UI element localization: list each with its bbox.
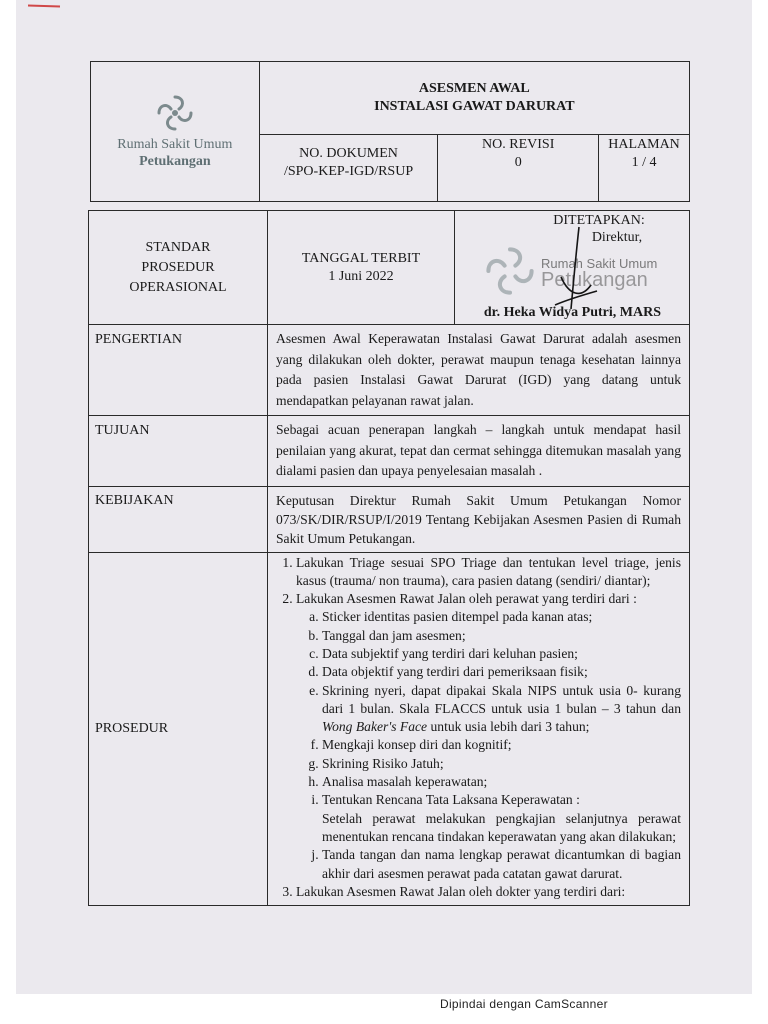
- substep-i-detail: Setelah perawat melakukan pengkajian selanjutnya perawat menentukan rencana tindakan keperawatan yang akan dilakukan;: [322, 810, 681, 844]
- prosedur-substeps-list: [296, 608, 681, 882]
- page-value: 1 / 4: [631, 155, 657, 170]
- hospital-name-line2: Petukangan: [139, 154, 211, 169]
- document-title-cell: [259, 62, 689, 135]
- issued-date-label: TANGGAL TERBIT: [301, 250, 421, 266]
- substep-c: c. Data subjektif yang terdiri dari keluhan pasien;: [322, 645, 681, 663]
- tujuan-text: Sebagai acuan penerapan langkah – langkah untuk mendapat hasil penilaian yang akurat, tepat dan cermat sehingga ditemukan masalah yang dialami pasien dan upaya penyelesaian masalah .: [268, 416, 690, 487]
- substep-b: b. Tanggal dan jam asesmen;: [322, 627, 681, 645]
- spo-table: [88, 210, 690, 906]
- prosedur-label: PROSEDUR: [89, 552, 268, 906]
- approval-cell: [455, 211, 690, 325]
- issued-date-cell: [268, 211, 455, 325]
- tujuan-label: TUJUAN: [89, 416, 268, 487]
- doc-number-value: /SPO-KEP-IGD/RSUP: [283, 164, 414, 179]
- page-cell: [599, 135, 690, 202]
- hospital-logo-icon: [155, 93, 195, 133]
- substep-f: f. Mengkaji konsep diri dan kognitif;: [322, 736, 681, 754]
- pengertian-label: PENGERTIAN: [89, 325, 268, 416]
- issued-date-value: 1 Juni 2022: [328, 268, 394, 284]
- signatory-name: dr. Heka Widya Putri, MARS: [483, 305, 661, 320]
- document-title-line1: ASESMEN AWAL: [418, 81, 530, 96]
- spo-standard-line3: OPERASIONAL: [129, 279, 227, 295]
- director-signature-icon: [539, 225, 599, 311]
- prosedur-step-3: 3. Lakukan Asesmen Rawat Jalan oleh dokter yang terdiri dari:: [296, 883, 681, 901]
- substep-h: h. Analisa masalah keperawatan;: [322, 773, 681, 791]
- spo-standard-line2: PROSEDUR: [141, 259, 215, 275]
- prosedur-step-2: [296, 590, 681, 883]
- hospital-stamp-icon: [483, 244, 537, 298]
- prosedur-content: [268, 552, 690, 906]
- pengertian-text: Asesmen Awal Keperawatan Instalasi Gawat Darurat adalah asesmen yang dilakukan oleh dokter, perawat maupun tenaga kesehatan lainnya pada pasien Instalasi Gawat Darurat (IGD) yang datang untuk mendapatkan pelayanan rawat jalan.: [268, 325, 690, 416]
- doc-number-label: NO. DOKUMEN: [299, 146, 398, 161]
- hospital-logo-cell: [91, 62, 260, 202]
- substep-i-text: Tentukan Rencana Tata Laksana Keperawatan :: [322, 792, 580, 808]
- revision-value: 0: [514, 155, 522, 170]
- substep-d: d. Data objektif yang terdiri dari pemeriksaan fisik;: [322, 663, 681, 681]
- substep-i: [322, 791, 681, 846]
- spo-standard-line1: STANDAR: [145, 239, 211, 255]
- prosedur-steps-list: [276, 554, 681, 902]
- substep-a: a. Sticker identitas pasien ditempel pada kanan atas;: [322, 608, 681, 626]
- document-header-table: [90, 61, 690, 202]
- approval-label: DITETAPKAN:: [553, 213, 645, 228]
- substep-j: j. Tanda tangan dan nama lengkap perawat dicantumkan di bagian akhir dari asesmen perawat pada catatan gawat darurat.: [322, 846, 681, 883]
- prosedur-step-1: 1. Lakukan Triage sesuai SPO Triage dan tentukan level triage, jenis kasus (trauma/ non trauma), cara pasien datang (sendiri/ diantar);: [296, 554, 681, 591]
- substep-e-text-2: untuk usia lebih dari 3 tahun;: [430, 719, 590, 735]
- revision-cell: [438, 135, 599, 202]
- hospital-name-line1: Rumah Sakit Umum: [117, 137, 233, 152]
- kebijakan-text: Keputusan Direktur Rumah Sakit Umum Petukangan Nomor 073/SK/DIR/RSUP/I/2019 Tentang Kebijakan Asesmen Pasien di Rumah Sakit Umum Petukangan.: [268, 486, 690, 552]
- prosedur-step-2-text: Lakukan Asesmen Rawat Jalan oleh perawat yang terdiri dari :: [296, 591, 637, 607]
- substep-g: g. Skrining Risiko Jatuh;: [322, 755, 681, 773]
- page-label: HALAMAN: [608, 137, 680, 152]
- spo-standard-cell: [89, 211, 268, 325]
- director-label: Direktur,: [591, 230, 643, 245]
- scanner-watermark: Dipindai dengan CamScanner: [440, 997, 608, 1011]
- doc-number-cell: [259, 135, 438, 202]
- substep-e-text-1: Skrining nyeri, dapat dipakai Skala NIPS untuk usia 0- kurang dari 1 bulan. Skala FLACCS untuk usia 1 bulan – 3 tahun dan: [322, 682, 681, 716]
- stamp-text-line2: Petukangan: [541, 269, 648, 291]
- substep-e: [322, 682, 681, 737]
- stamp-text-line1: Rumah Sakit Umum: [541, 256, 658, 271]
- revision-label: NO. REVISI: [482, 137, 555, 152]
- document-title-line2: INSTALASI GAWAT DARURAT: [374, 99, 575, 114]
- substep-e-scale-name: Wong Baker's Face: [322, 719, 428, 735]
- kebijakan-label: KEBIJAKAN: [89, 486, 268, 552]
